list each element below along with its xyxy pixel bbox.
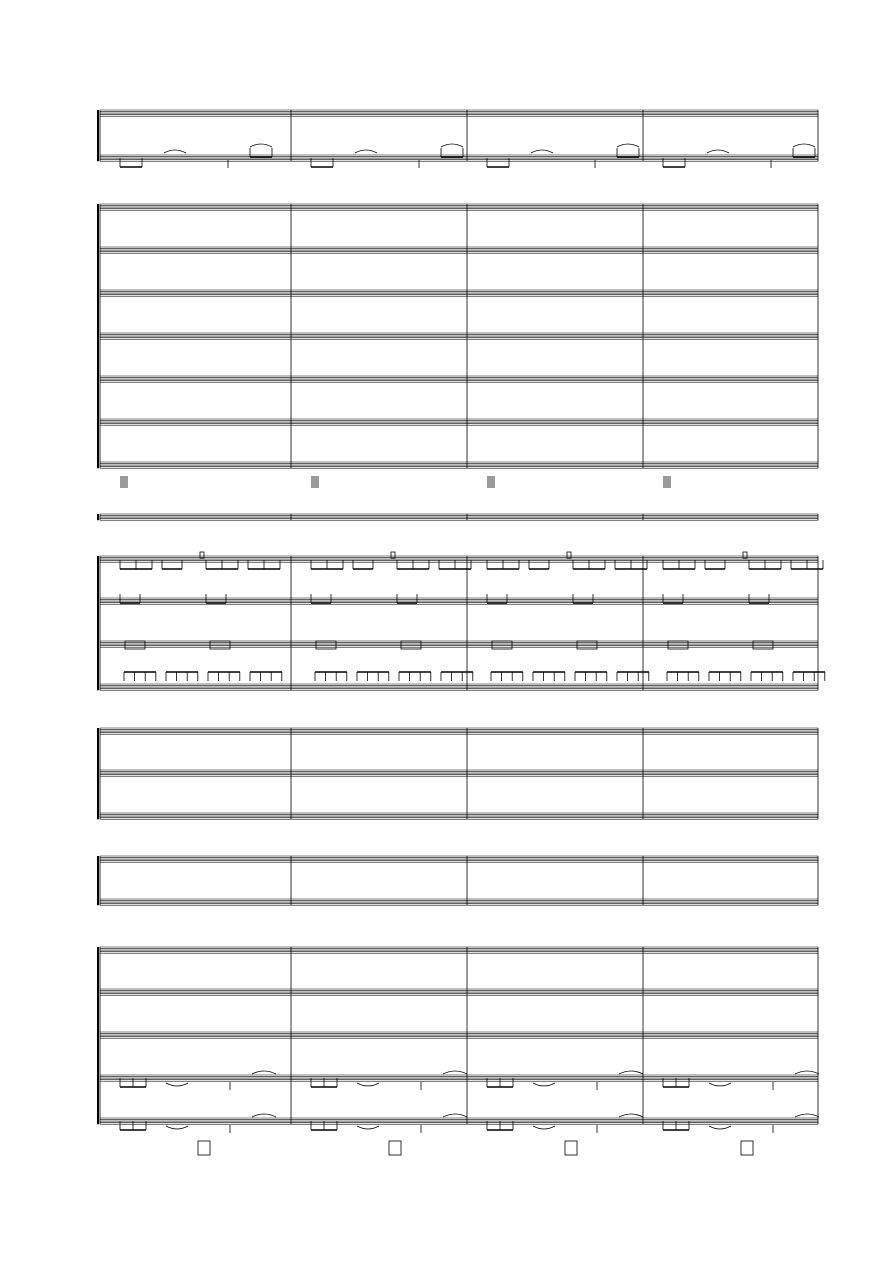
slur bbox=[357, 1083, 379, 1086]
barlines bbox=[98, 110, 818, 1124]
slur bbox=[619, 1114, 643, 1117]
slur bbox=[166, 1126, 188, 1129]
slur bbox=[793, 144, 815, 147]
slur bbox=[533, 1126, 555, 1129]
slur bbox=[164, 150, 186, 153]
note-head bbox=[567, 552, 571, 558]
note-box bbox=[753, 641, 773, 649]
slur bbox=[531, 150, 553, 153]
note-box bbox=[492, 641, 512, 649]
slur bbox=[533, 1083, 555, 1086]
rehearsal-box bbox=[565, 1141, 577, 1155]
slur bbox=[709, 1126, 731, 1129]
rehearsal-boxes bbox=[198, 1141, 753, 1155]
note-head bbox=[391, 552, 395, 558]
note-groups bbox=[120, 144, 825, 1133]
slur bbox=[795, 1071, 819, 1074]
note-box bbox=[316, 641, 336, 649]
rehearsal-box bbox=[389, 1141, 401, 1155]
note-box bbox=[210, 641, 230, 649]
slur bbox=[443, 1071, 467, 1074]
note-box bbox=[125, 641, 145, 649]
slur bbox=[166, 1083, 188, 1086]
rehearsal-box bbox=[741, 1141, 753, 1155]
slur bbox=[250, 144, 272, 147]
slur bbox=[252, 1114, 276, 1117]
slur bbox=[357, 1126, 379, 1129]
note-head bbox=[200, 552, 204, 558]
slur bbox=[443, 1114, 467, 1117]
slur bbox=[709, 1083, 731, 1086]
slur bbox=[795, 1114, 819, 1117]
slur bbox=[707, 150, 729, 153]
slur bbox=[441, 144, 463, 147]
rehearsal-box bbox=[198, 1141, 210, 1155]
slur bbox=[617, 144, 639, 147]
note-head bbox=[743, 552, 747, 558]
staff-lines bbox=[100, 110, 818, 1124]
slur bbox=[252, 1071, 276, 1074]
note-box bbox=[401, 641, 421, 649]
slur bbox=[619, 1071, 643, 1074]
slur bbox=[355, 150, 377, 153]
note-box bbox=[577, 641, 597, 649]
note-box bbox=[668, 641, 688, 649]
